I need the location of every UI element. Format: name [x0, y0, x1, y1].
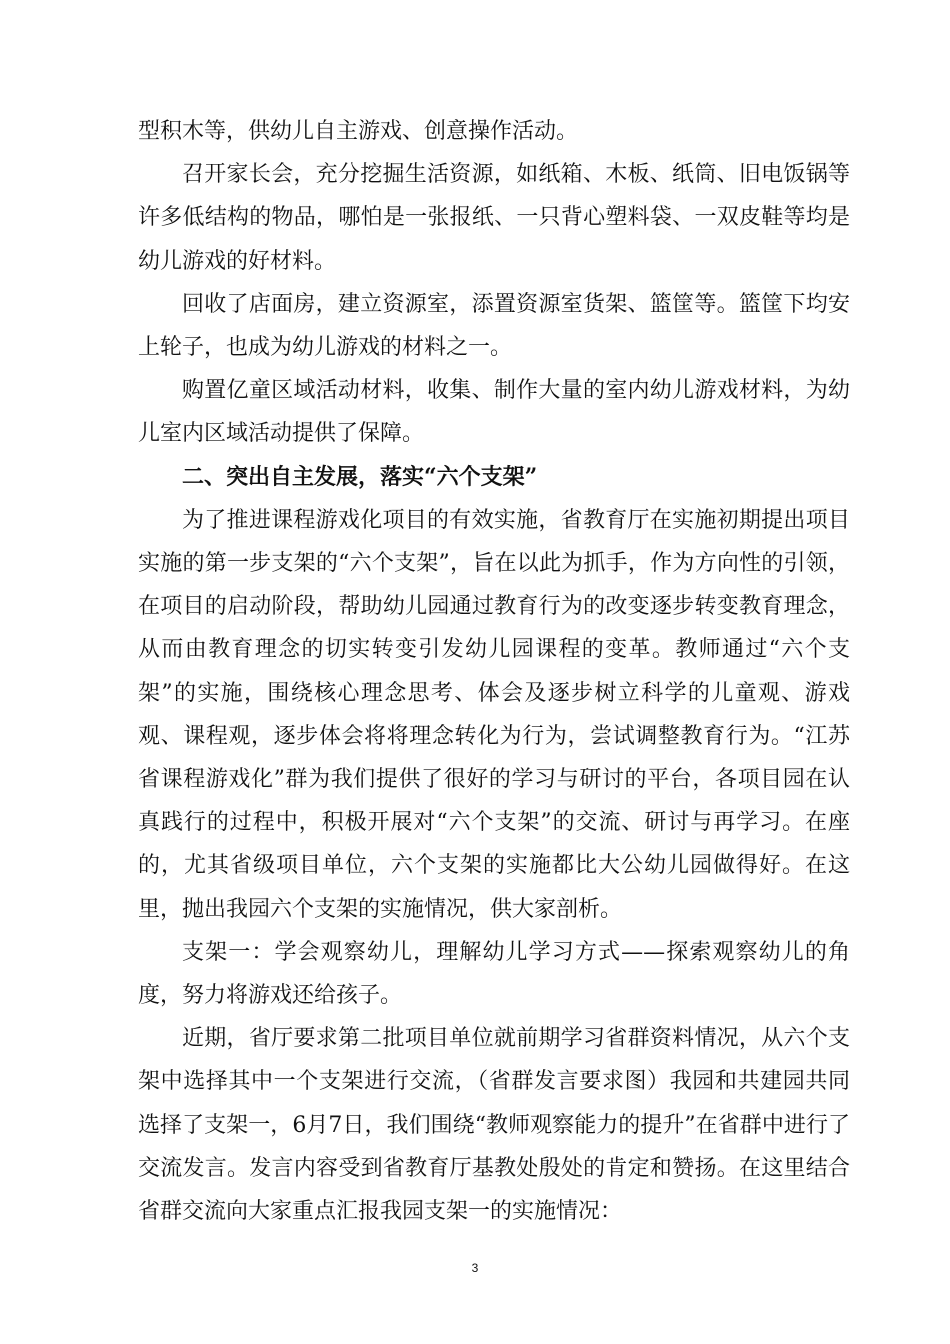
paragraph-purchase-materials: 购置亿童区域活动材料，收集、制作大量的室内幼儿游戏材料，为幼儿室内区域活动提供了保障。	[138, 378, 850, 447]
paragraph-parent-meeting: 召开家长会，充分挖掘生活资源，如纸箱、木板、纸筒、旧电饭锅等许多低结构的物品，哪怕是一张报纸、一只背心塑料袋、一双皮鞋等均是幼儿游戏的好材料。	[138, 162, 850, 274]
page-number: 3	[471, 1261, 479, 1275]
paragraph-support-one: 支架一：学会观察幼儿，理解幼儿学习方式——探索观察幼儿的角度，努力将游戏还给孩子。	[138, 939, 850, 1009]
section-heading: 二、突出自主发展，落实“六个支架”	[182, 463, 538, 490]
paragraph-resource-room: 回收了店面房，建立资源室，添置资源室货架、篮筐等。篮筐下均安上轮子，也成为幼儿游戏的材料之一。	[138, 291, 850, 361]
paragraph-six-supports: 为了推进课程游戏化项目的有效实施，省教育厅在实施初期提出项目实施的第一步支架的“六个支架”，旨在以此为抓手，作为方向性的引领，在项目的启动阶段，帮助幼儿园通过教育行为的改变逐步转变教育理念，从而由教育理念的切实转变引发幼儿园课程的变革。教师通过“六个支架”的实施，围绕核心理念思考、体会及逐步树立科学的儿童观、游戏观、课程观，逐步体会将将理念转化为行为，尝试调整教育行为。“江苏省课程游戏化”群为我们提供了很好的学习与研讨的平台，各项目园在认真践行的过程中，积极开展对“六个支架”的交流、研讨与再学习。在座的，尤其省级项目单位，六个支架的实施都比大公幼儿园做得好。在这里，抛出我园六个支架的实施情况，供大家剖析。	[138, 507, 850, 922]
body-text	[138, 110, 850, 1233]
paragraph-recent-exchange: 近期，省厅要求第二批项目单位就前期学习省群资料情况，从六个支架中选择其中一个支架进行交流，（省群发言要求图）我园和共建园共同选择了支架一，6月7日，我们围绕“教师观察能力的提升”在省群中进行了交流发言。发言内容受到省教育厅基教处殷处的肯定和赞扬。在这里结合省群交流向大家重点汇报我园支架一的实施情况：	[138, 1026, 850, 1225]
paragraph-continuation: 型积木等，供幼儿自主游戏、创意操作活动。	[138, 119, 579, 144]
